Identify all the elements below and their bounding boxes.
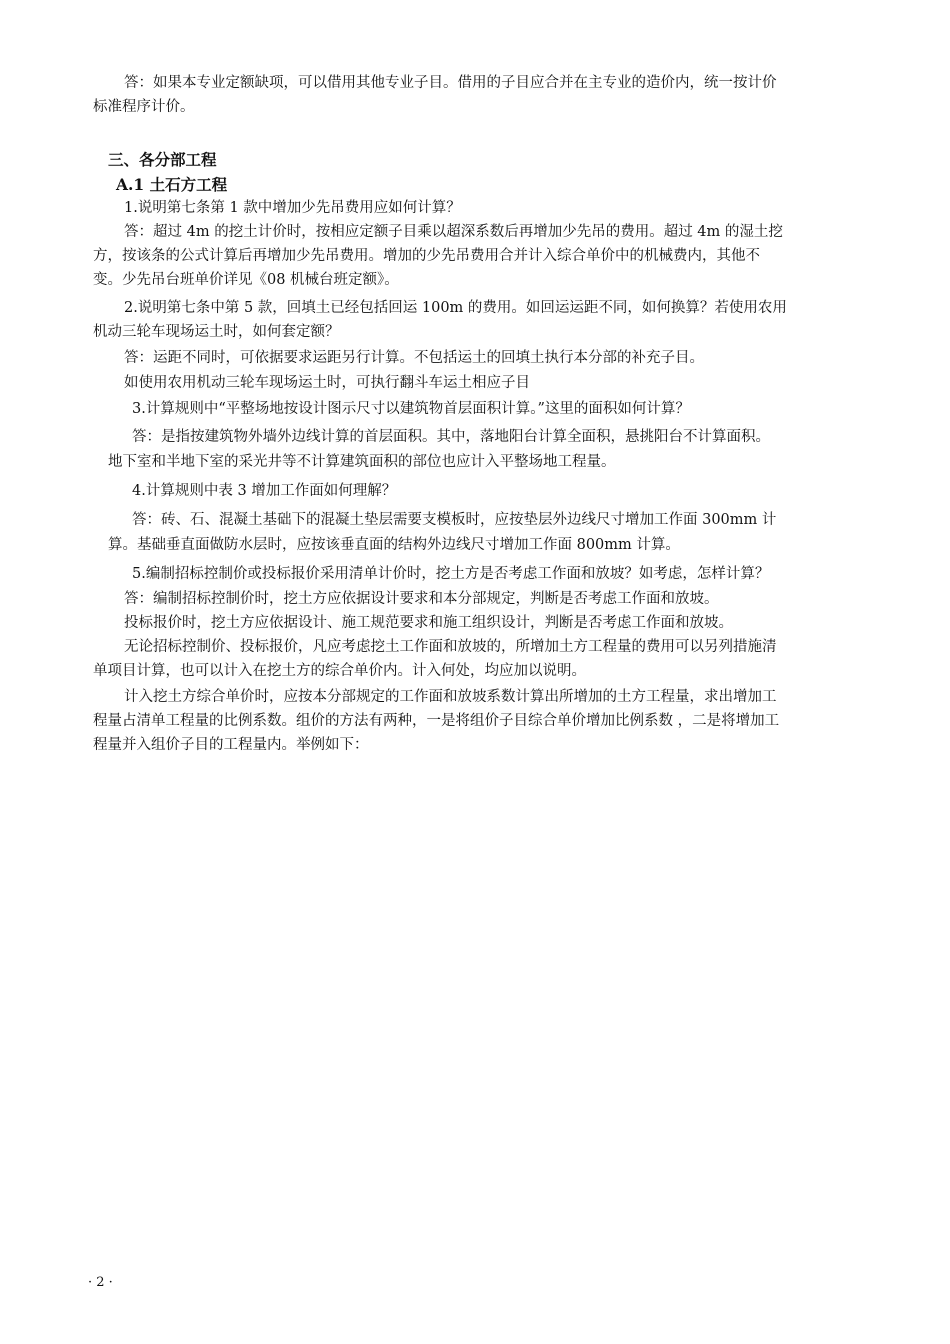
paragraph-line: 变。少先吊台班单价详见《08 机械台班定额》。 bbox=[93, 272, 399, 288]
question-line: 4.计算规则中表 3 增加工作面如何理解？ bbox=[132, 483, 397, 499]
section-heading: 三、各分部工程 bbox=[108, 150, 217, 169]
paragraph-line: 地下室和半地下室的采光井等不计算建筑面积的部位也应计入平整场地工程量。 bbox=[108, 454, 616, 470]
question-line: 3.计算规则中“平整场地按设计图示尺寸以建筑物首层面积计算。”这里的面积如何计算？ bbox=[132, 401, 690, 417]
answer-line: 答：砖、石、混凝土基础下的混凝土垫层需要支模板时，应按垫层外边线尺寸增加工作面 300mm 计 bbox=[132, 512, 777, 528]
paragraph-line: 如使用农用机动三轮车现场运土时，可执行翻斗车运土相应子目 bbox=[124, 375, 530, 391]
answer-line: 答：编制招标控制价时，挖土方应依据设计要求和本分部规定，判断是否考虑工作面和放坡。 bbox=[124, 591, 719, 607]
question-line: 1.说明第七条第 1 款中增加少先吊费用应如何计算？ bbox=[124, 200, 461, 216]
paragraph-line: 计入挖土方综合单价时，应按本分部规定的工作面和放坡系数计算出所增加的土方工程量，求出增加工 bbox=[124, 689, 777, 705]
paragraph-line: 单项目计算，也可以计入在挖土方的综合单价内。计入何处，均应加以说明。 bbox=[93, 663, 586, 679]
paragraph-line: 算。基础垂直面做防水层时，应按该垂直面的结构外边线尺寸增加工作面 800mm 计算。 bbox=[108, 537, 680, 553]
answer-line: 答：运距不同时，可依据要求运距另行计算。不包括运土的回填土执行本分部的补充子目。 bbox=[124, 350, 704, 366]
page-number: · 2 · bbox=[88, 1275, 113, 1290]
question-line: 2.说明第七条中第 5 款，回填土已经包括回运 100m 的费用。如回运运距不同，如何换算？若使用农用 bbox=[124, 300, 787, 316]
paragraph-line: 机动三轮车现场运土时，如何套定额？ bbox=[93, 324, 340, 340]
paragraph-line: 程量占清单工程量的比例系数。组价的方法有两种，一是将组价子目综合单价增加比例系数 ，二是将增加工 bbox=[93, 713, 780, 729]
subsection-heading: A.1 土石方工程 bbox=[116, 175, 228, 194]
paragraph-line: 答：如果本专业定额缺项，可以借用其他专业子目。借用的子目应合并在主专业的造价内，统一按计价 bbox=[124, 75, 777, 91]
paragraph-line: 方，按该条的公式计算后再增加少先吊费用。增加的少先吊费用合并计入综合单价中的机械费内，其他不 bbox=[93, 248, 760, 264]
answer-line: 答：是指按建筑物外墙外边线计算的首层面积。其中，落地阳台计算全面积，悬挑阳台不计算面积。 bbox=[132, 429, 770, 445]
paragraph-line: 程量并入组价子目的工程量内。举例如下： bbox=[93, 737, 369, 753]
paragraph-line: 投标报价时，挖土方应依据设计、施工规范要求和施工组织设计，判断是否考虑工作面和放坡。 bbox=[124, 615, 733, 631]
paragraph-line: 无论招标控制价、投标报价，凡应考虑挖土工作面和放坡的，所增加土方工程量的费用可以另列措施清 bbox=[124, 639, 777, 655]
answer-line: 答：超过 4m 的挖土计价时，按相应定额子目乘以超深系数后再增加少先吊的费用。超过 4m 的湿土挖 bbox=[124, 224, 783, 240]
paragraph-line: 标准程序计价。 bbox=[93, 99, 195, 115]
question-line: 5.编制招标控制价或投标报价采用清单计价时，挖土方是否考虑工作面和放坡？如考虑，怎样计算？ bbox=[132, 566, 770, 582]
